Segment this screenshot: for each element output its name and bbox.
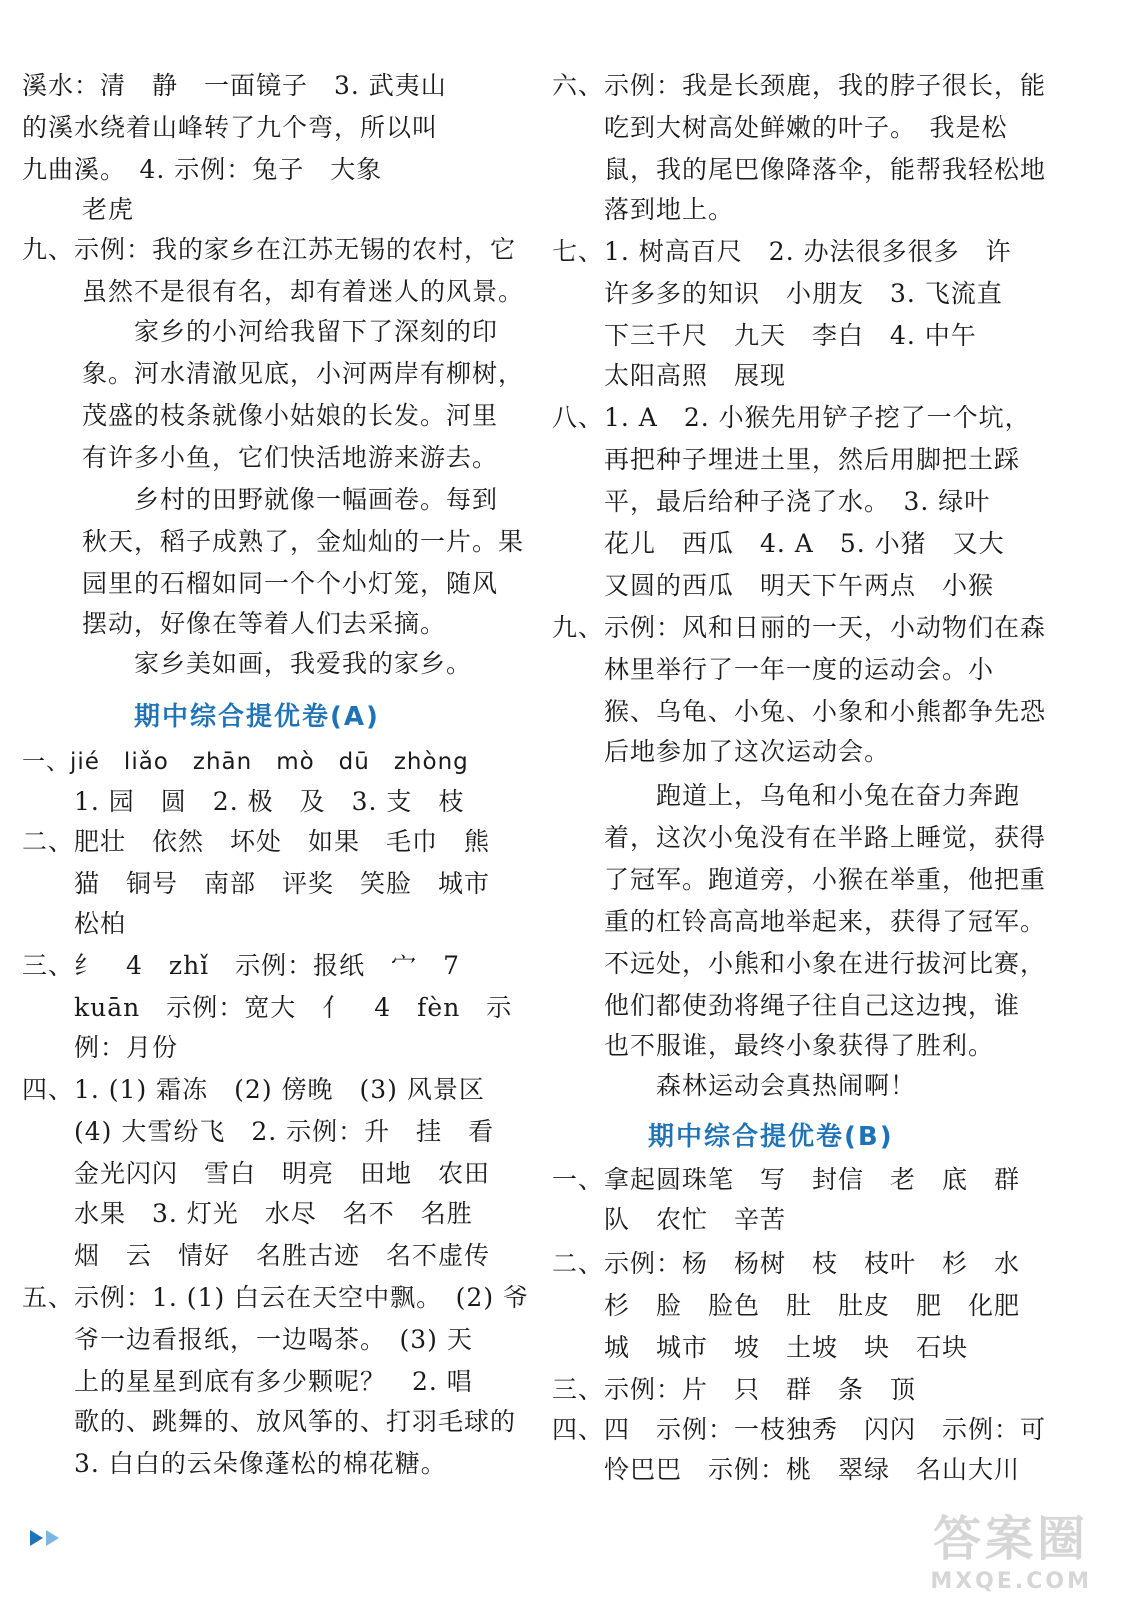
text-line: 秋天，稻子成熟了，金灿灿的一片。果 <box>82 527 525 556</box>
text-line: 二、肥壮 依然 坏处 如果 毛巾 熊 <box>22 827 491 856</box>
watermark-url: MXQE.COM <box>930 1569 1092 1594</box>
text-line: 五、示例：1. (1) 白云在天空中飘。 (2) 爷 <box>22 1283 530 1312</box>
text-line: 许多多的知识 小朋友 3. 飞流直 <box>552 279 1003 308</box>
text-line: 再把种子埋进土里，然后用脚把土踩 <box>552 445 1021 474</box>
text-line: 松柏 <box>22 909 127 938</box>
text-line: 上的星星到底有多少颗呢？ 2. 唱 <box>22 1367 473 1396</box>
text-line: 一、拿起圆珠笔 写 封信 老 底 群 <box>552 1165 1021 1194</box>
text-line: 他们都使劲将绳子往自己这边拽，谁 <box>552 991 1021 1020</box>
text-line: 不远处，小熊和小象在进行拔河比赛， <box>552 949 1047 978</box>
text-line: 杉 脸 脸色 肚 肚皮 肥 化肥 <box>552 1291 1021 1320</box>
text-line: 落到地上。 <box>552 195 735 224</box>
page-marker <box>30 1530 62 1550</box>
text-line: 的溪水绕着山峰转了九个弯，所以叫 <box>22 113 439 142</box>
text-line: 1. 园 圆 2. 极 及 3. 支 枝 <box>22 787 465 816</box>
text-line: 又圆的西瓜 明天下午两点 小猴 <box>552 571 995 600</box>
text-line: 溪水：清 静 一面镜子 3. 武夷山 <box>22 71 447 100</box>
text-line: 三、纟 4 zhǐ 示例：报纸 宀 7 <box>22 951 461 980</box>
text-line: 园里的石榴如同一个个小灯笼，随风 <box>82 569 499 598</box>
text-line: 也不服谁，最终小象获得了胜利。 <box>552 1031 995 1060</box>
section-heading-a: 期中综合提优卷(A) <box>134 702 380 732</box>
text-line: 三、示例：片 只 群 条 顶 <box>552 1375 917 1404</box>
arrow-right-icon <box>46 1530 59 1546</box>
text-line: 六、示例：我是长颈鹿，我的脖子很长，能 <box>552 71 1047 100</box>
text-line: 七、1. 树高百尺 2. 办法很多很多 许 <box>552 237 1012 266</box>
text-line: 八、1. A 2. 小猴先用铲子挖了一个坑， <box>552 403 1031 432</box>
text-line: 九、示例：我的家乡在江苏无锡的农村，它 <box>22 235 517 264</box>
text-line: 重的杠铃高高地举起来，获得了冠军。 <box>552 907 1047 936</box>
text-line: 花儿 西瓜 4. A 5. 小猪 又大 <box>552 529 1005 558</box>
text-line: 九曲溪。 4. 示例：兔子 大象 <box>22 155 383 184</box>
text-line: kuān 示例：宽大 亻 4 fèn 示 <box>22 993 513 1022</box>
text-line: 平，最后给种子浇了水。 3. 绿叶 <box>552 487 991 516</box>
text-line: 猴、乌龟、小兔、小象和小熊都争先恐 <box>552 697 1047 726</box>
text-line: 吃到大树高处鲜嫩的叶子。 我是松 <box>552 113 1008 142</box>
text-line: 森林运动会真热闹啊！ <box>552 1071 917 1100</box>
text-line: 队 农忙 辛苦 <box>552 1205 787 1234</box>
text-line: 水果 3. 灯光 水尽 名不 名胜 <box>22 1199 473 1228</box>
text-line: 怜巴巴 示例：桃 翠绿 名山大川 <box>552 1455 1021 1484</box>
text-line: 城 城市 坡 土坡 块 石块 <box>552 1333 969 1362</box>
text-line: 象。河水清澈见底，小河两岸有柳树， <box>82 359 525 388</box>
section-heading-b: 期中综合提优卷(B) <box>648 1122 894 1152</box>
text-line: 跑道上，乌龟和小兔在奋力奔跑 <box>552 781 1021 810</box>
text-line: 乡村的田野就像一幅画卷。每到 <box>82 485 499 514</box>
text-line: 家乡的小河给我留下了深刻的印 <box>82 317 499 346</box>
text-line: 老虎 <box>82 195 135 224</box>
text-line: 下三千尺 九天 李白 4. 中午 <box>552 321 977 350</box>
text-line: 歌的、跳舞的、放风筝的、打羽毛球的 <box>22 1407 517 1436</box>
watermark-title: 答案圈 <box>933 1511 1090 1567</box>
text-line: 林里举行了一年一度的运动会。小 <box>552 655 995 684</box>
text-line: 爷一边看报纸，一边喝茶。 (3) 天 <box>22 1325 473 1354</box>
text-line: (4) 大雪纷飞 2. 示例：升 挂 看 <box>22 1117 495 1146</box>
text-line: 后地参加了这次运动会。 <box>552 737 891 766</box>
text-line: 虽然不是很有名，却有着迷人的风景。 <box>82 277 525 306</box>
text-line: 猫 铜号 南部 评奖 笑脸 城市 <box>22 869 491 898</box>
watermark <box>930 1500 1092 1594</box>
text-line: 烟 云 情好 名胜古迹 名不虚传 <box>22 1241 491 1270</box>
text-line: 摆动，好像在等着人们去采摘。 <box>82 609 447 638</box>
text-line: 着，这次小兔没有在半路上睡觉，获得 <box>552 823 1047 852</box>
text-line: 九、示例：风和日丽的一天，小动物们在森 <box>552 613 1047 642</box>
text-line: 了冠军。跑道旁，小猴在举重，他把重 <box>552 865 1047 894</box>
text-line: 茂盛的枝条就像小姑娘的长发。河里 <box>82 401 499 430</box>
text-line: 四、四 示例：一枝独秀 闪闪 示例：可 <box>552 1415 1047 1444</box>
text-line: 太阳高照 展现 <box>552 361 787 390</box>
text-line: 四、1. (1) 霜冻 (2) 傍晚 (3) 风景区 <box>22 1075 485 1104</box>
text-line: 家乡美如画，我爱我的家乡。 <box>82 649 473 678</box>
text-line: 鼠，我的尾巴像降落伞，能帮我轻松地 <box>552 155 1047 184</box>
text-line: 一、jié liǎo zhān mò dū zhòng <box>22 749 469 775</box>
text-line: 金光闪闪 雪白 明亮 田地 农田 <box>22 1159 491 1188</box>
text-line: 有许多小鱼，它们快活地游来游去。 <box>82 443 499 472</box>
arrow-right-icon <box>30 1530 43 1546</box>
text-line: 3. 白白的云朵像蓬松的棉花糖。 <box>22 1449 447 1478</box>
text-line: 例：月份 <box>22 1033 179 1062</box>
text-line: 二、示例：杨 杨树 枝 枝叶 杉 水 <box>552 1249 1021 1278</box>
